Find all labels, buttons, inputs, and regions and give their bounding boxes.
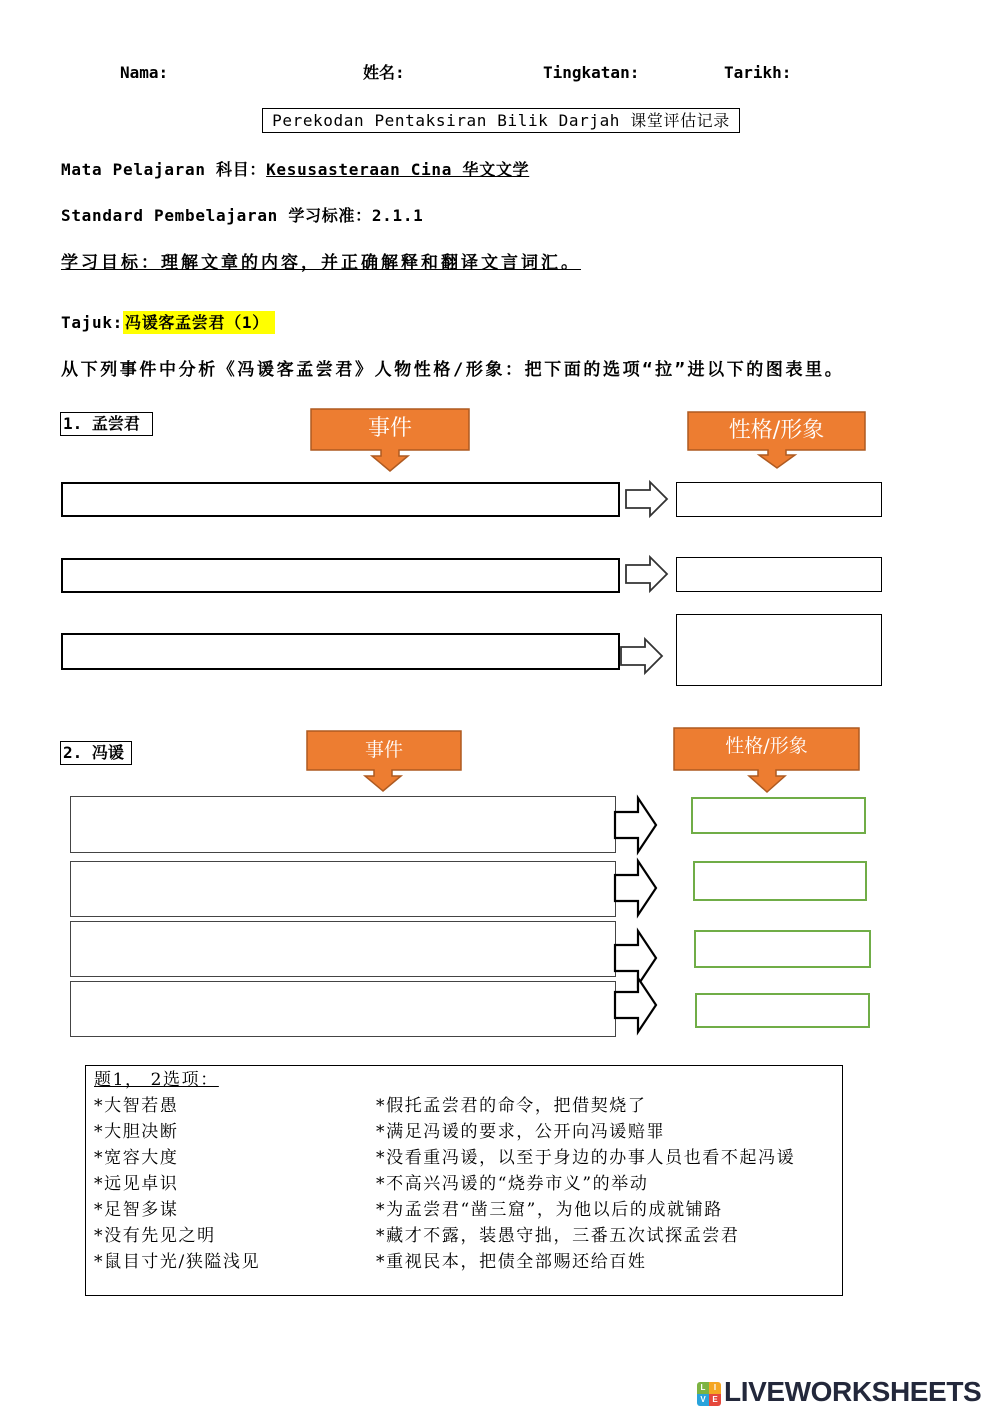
drop-zone-text xyxy=(71,862,615,870)
topic-line xyxy=(61,312,275,334)
right-arrow-icon xyxy=(625,481,668,517)
learning-objective: 学习目标：理解文章的内容，并正确解释和翻译文言词汇。 xyxy=(61,253,581,273)
drop-zone-text xyxy=(71,922,615,930)
section-2-event-drop-1[interactable] xyxy=(70,796,616,853)
drop-zone-text xyxy=(693,799,864,807)
options-box xyxy=(85,1065,843,1296)
section-1-event-callout xyxy=(310,408,470,472)
form-label: Tingkatan: xyxy=(543,63,640,82)
right-arrow-icon xyxy=(625,556,668,592)
callout-label: 事件 xyxy=(367,416,412,441)
drop-zone-text xyxy=(71,797,615,805)
section-2-event-drop-2[interactable] xyxy=(70,861,616,917)
drop-zone-text xyxy=(677,615,881,623)
drop-zone-text xyxy=(63,560,618,568)
trait-option[interactable]: *远见卓识 xyxy=(94,1174,179,1194)
trait-option[interactable]: *大胆决断 xyxy=(94,1122,179,1142)
callout-label: 性格/形象 xyxy=(725,735,808,757)
event-option[interactable]: *满足冯谖的要求，公开向冯谖赔罪 xyxy=(376,1122,666,1142)
trait-option[interactable]: *鼠目寸光/狭隘浅见 xyxy=(94,1252,261,1272)
trait-options-list xyxy=(94,1093,260,1275)
section-1-trait-drop-2[interactable] xyxy=(676,557,882,592)
drop-zone-text xyxy=(63,484,618,492)
drop-zone-text xyxy=(677,483,881,491)
trait-option[interactable]: *足智多谋 xyxy=(94,1200,179,1220)
drop-zone-text xyxy=(695,863,865,871)
date-label: Tarikh: xyxy=(724,63,792,82)
instruction: 从下列事件中分析《冯谖客孟尝君》人物性格/形象：把下面的选项“拉”进以下的图表里。 xyxy=(61,360,845,380)
drop-zone-text xyxy=(63,635,618,643)
logo-letter: E xyxy=(709,1394,721,1406)
drop-zone-text xyxy=(697,995,868,1003)
subject-value: Kesusasteraan Cina 华文文学 xyxy=(266,160,530,179)
liveworksheets-logo-icon xyxy=(697,1382,721,1406)
section-1-trait-drop-1[interactable] xyxy=(676,482,882,517)
section-2-trait-drop-4[interactable] xyxy=(695,993,870,1028)
section-2-event-drop-3[interactable] xyxy=(70,921,616,977)
event-option[interactable]: *藏才不露，装愚守拙，三番五次试探孟尝君 xyxy=(376,1226,740,1246)
section-2-event-callout xyxy=(306,730,462,792)
right-arrow-icon xyxy=(614,797,657,853)
subject-line xyxy=(61,159,529,181)
right-arrow-icon xyxy=(614,977,657,1033)
section-1-event-drop-3[interactable] xyxy=(61,633,620,670)
trait-option[interactable]: *没有先见之明 xyxy=(94,1226,216,1246)
section-1-event-drop-1[interactable] xyxy=(61,482,620,517)
trait-option[interactable]: *宽容大度 xyxy=(94,1148,179,1168)
liveworksheets-logo-text[interactable]: LIVEWORKSHEETS xyxy=(724,1376,982,1407)
trait-option[interactable]: *大智若愚 xyxy=(94,1096,179,1116)
section-2-trait-drop-1[interactable] xyxy=(691,797,866,834)
section-2-trait-drop-2[interactable] xyxy=(693,861,867,901)
callout-label: 性格/形象 xyxy=(728,418,825,443)
event-option[interactable]: *假托孟尝君的命令，把借契烧了 xyxy=(376,1096,647,1116)
standard-line xyxy=(61,205,424,227)
drop-zone-text xyxy=(696,932,869,940)
section-2-heading: 2. 冯谖 xyxy=(60,741,132,765)
document-title: Perekodan Pentaksiran Bilik Darjah 课堂评估记录 xyxy=(262,108,740,133)
section-1-event-drop-2[interactable] xyxy=(61,558,620,593)
event-option[interactable]: *为孟尝君“凿三窟”，为他以后的成就铺路 xyxy=(376,1200,723,1220)
section-2-trait-drop-3[interactable] xyxy=(694,930,871,968)
standard-label: Standard Pembelajaran 学习标准： xyxy=(61,206,372,225)
logo-letter: I xyxy=(709,1382,721,1394)
topic-label: Tajuk: xyxy=(61,313,123,332)
event-option[interactable]: *重视民本，把债全部赐还给百姓 xyxy=(376,1252,647,1272)
logo-letter: V xyxy=(697,1394,709,1406)
callout-label: 事件 xyxy=(364,739,403,761)
section-1-trait-drop-3[interactable] xyxy=(676,614,882,686)
event-options-list xyxy=(376,1093,795,1275)
right-arrow-icon xyxy=(614,860,657,916)
section-2-trait-callout xyxy=(673,727,860,793)
name-label: Nama: xyxy=(120,63,169,82)
name-label-zh: 姓名: xyxy=(363,63,405,82)
section-1-trait-callout xyxy=(687,411,866,469)
topic-value: 冯谖客孟尝君（1） xyxy=(123,311,275,334)
standard-value: 2.1.1 xyxy=(371,206,424,225)
section-2-event-drop-4[interactable] xyxy=(70,981,616,1037)
subject-label: Mata Pelajaran 科目： xyxy=(61,160,267,179)
drop-zone-text xyxy=(71,982,615,990)
drop-zone-text xyxy=(677,558,881,566)
options-title: 题1， 2选项： xyxy=(94,1070,219,1090)
right-arrow-icon xyxy=(620,638,663,674)
logo-letter: L xyxy=(697,1382,709,1394)
event-option[interactable]: *没看重冯谖，以至于身边的办事人员也看不起冯谖 xyxy=(376,1148,796,1168)
event-option[interactable]: *不高兴冯谖的“烧券市义”的举动 xyxy=(376,1174,649,1194)
section-1-heading: 1. 孟尝君 xyxy=(60,412,153,436)
